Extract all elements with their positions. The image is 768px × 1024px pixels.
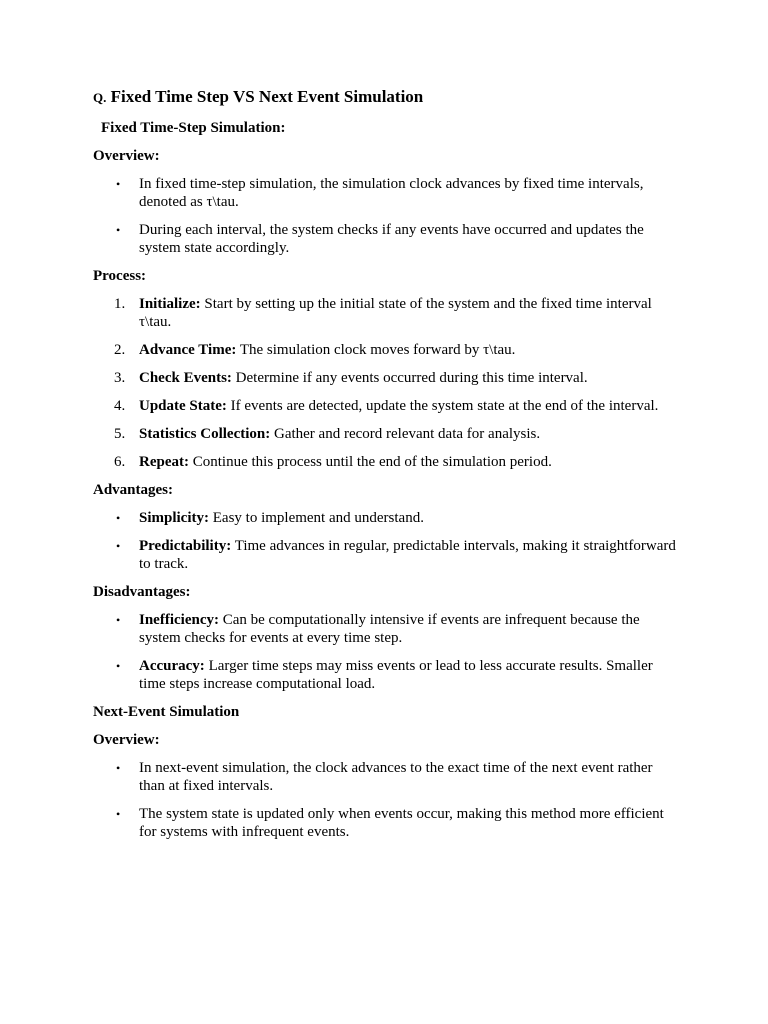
- step-text: Continue this process until the end of the simulation period.: [188, 454, 552, 470]
- advantages-list: [93, 509, 678, 573]
- bullet-icon: •: [116, 511, 121, 525]
- disadvantages-list: [93, 611, 678, 693]
- bullet-icon: •: [116, 177, 121, 191]
- bullet-icon: •: [116, 807, 121, 821]
- step-number: 6.: [114, 454, 126, 470]
- document-page: [93, 86, 678, 851]
- list-item: [93, 509, 678, 527]
- step-label: Check Events:: [139, 370, 232, 386]
- process-step: [93, 397, 678, 415]
- step-text: Gather and record relevant data for analysis.: [270, 426, 541, 442]
- item-text: Easy to implement and understand.: [209, 510, 424, 526]
- process-step: [93, 341, 678, 359]
- step-text: If events are detected, update the system state at the end of the interval.: [226, 398, 659, 414]
- process-step: [93, 425, 678, 443]
- item-text: Can be computationally intensive if events are infrequent because the system checks for events at every time step.: [139, 612, 640, 646]
- advantages-heading: Advantages:: [93, 482, 174, 498]
- item-label: Accuracy:: [139, 658, 205, 674]
- list-item: [93, 805, 678, 841]
- step-text: Determine if any events occurred during this time interval.: [231, 370, 588, 386]
- next-overview-list: [93, 759, 678, 841]
- list-item: [93, 537, 678, 573]
- step-number: 2.: [114, 342, 126, 358]
- bullet-icon: •: [116, 539, 121, 553]
- page-title: [93, 86, 678, 109]
- process-step: [93, 295, 678, 331]
- list-item: [93, 221, 678, 257]
- list-item-text: During each interval, the system checks if any events have occurred and updates the system state accordingly.: [139, 222, 644, 256]
- fixed-overview-heading: Overview:: [93, 148, 160, 164]
- process-heading: Process:: [93, 268, 147, 284]
- list-item: [93, 175, 678, 211]
- item-label: Inefficiency:: [139, 612, 219, 628]
- step-text: Start by setting up the initial state of the system and the fixed time interval τ\tau.: [139, 296, 652, 330]
- list-item-text: The system state is updated only when events occur, making this method more efficient for systems with infrequent events.: [139, 806, 664, 840]
- process-step: [93, 453, 678, 471]
- step-label: Statistics Collection:: [139, 426, 271, 442]
- list-item: [93, 611, 678, 647]
- process-list: [93, 295, 678, 471]
- list-item-text: In next-event simulation, the clock advances to the exact time of the next event rather than at fixed intervals.: [139, 760, 653, 794]
- question-prefix: Q.: [93, 90, 107, 105]
- fixed-section-heading: Fixed Time-Step Simulation:: [101, 120, 286, 136]
- item-text: Larger time steps may miss events or lead to less accurate results. Smaller time steps increase computational load.: [139, 658, 653, 692]
- bullet-icon: •: [116, 223, 121, 237]
- next-section-heading: Next-Event Simulation: [93, 704, 240, 720]
- item-text: Time advances in regular, predictable intervals, making it straightforward to track.: [139, 538, 676, 572]
- step-label: Initialize:: [139, 296, 201, 312]
- step-text: The simulation clock moves forward by τ\tau.: [236, 342, 516, 358]
- list-item: [93, 759, 678, 795]
- fixed-overview-list: [93, 175, 678, 257]
- step-number: 1.: [114, 296, 126, 312]
- title-text: Fixed Time Step VS Next Event Simulation: [110, 87, 424, 106]
- step-label: Advance Time:: [139, 342, 237, 358]
- item-label: Simplicity:: [139, 510, 209, 526]
- bullet-icon: •: [116, 659, 121, 673]
- process-step: [93, 369, 678, 387]
- disadvantages-heading: Disadvantages:: [93, 584, 191, 600]
- list-item-text: In fixed time-step simulation, the simulation clock advances by fixed time intervals, denoted as τ\tau.: [139, 176, 644, 210]
- item-label: Predictability:: [139, 538, 232, 554]
- step-number: 4.: [114, 398, 126, 414]
- next-overview-heading: Overview:: [93, 732, 160, 748]
- bullet-icon: •: [116, 613, 121, 627]
- step-label: Repeat:: [139, 454, 189, 470]
- list-item: [93, 657, 678, 693]
- step-number: 5.: [114, 426, 126, 442]
- step-label: Update State:: [139, 398, 227, 414]
- bullet-icon: •: [116, 761, 121, 775]
- step-number: 3.: [114, 370, 126, 386]
